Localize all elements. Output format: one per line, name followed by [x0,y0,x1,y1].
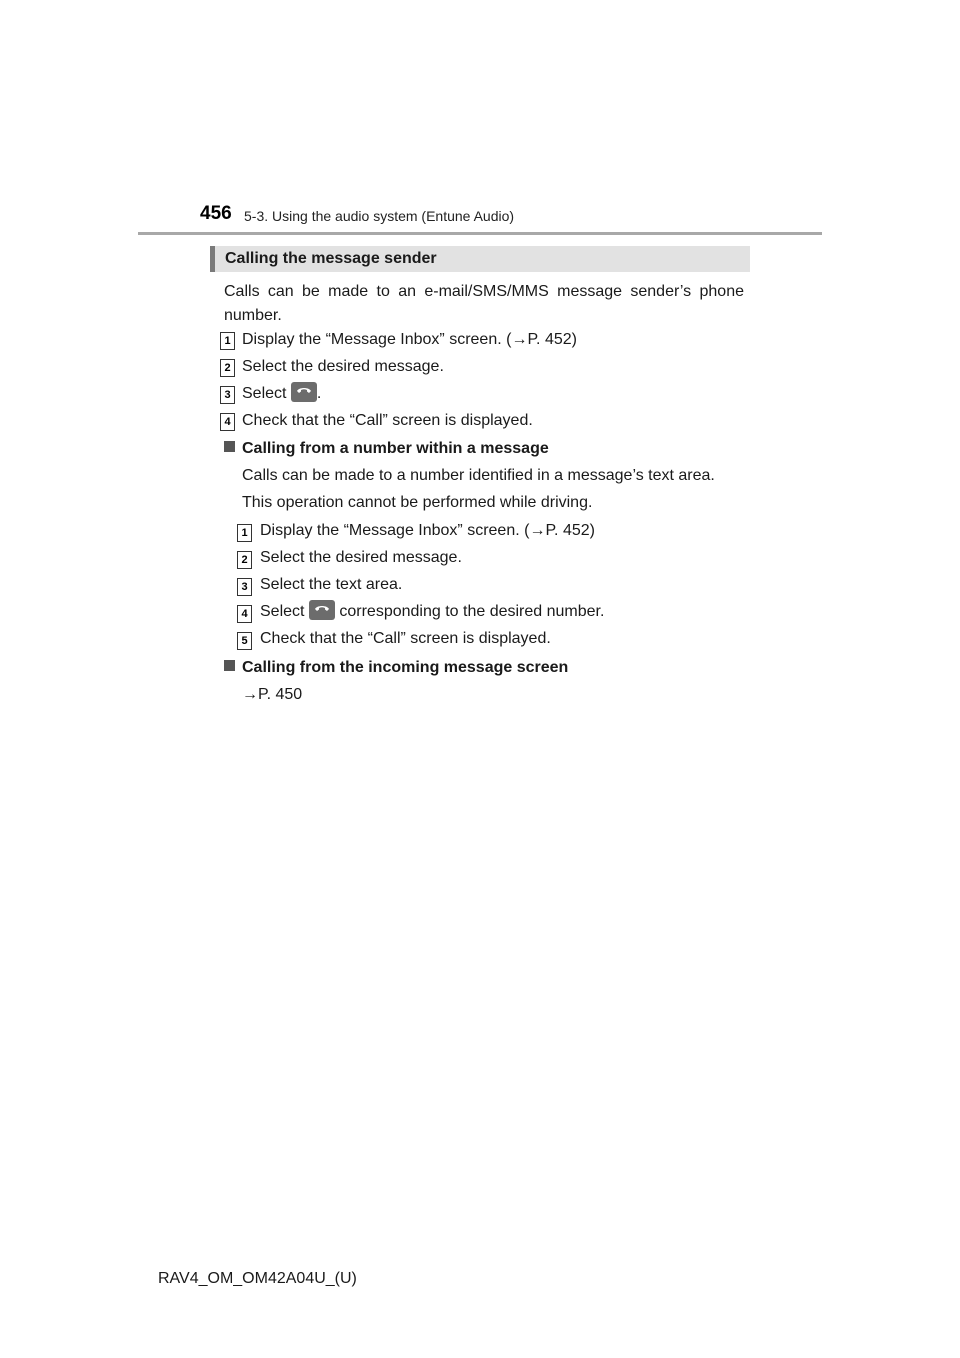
step-3-text-after: . [316,385,322,402]
chapter-title: 5-3. Using the audio system (Entune Audio) [244,208,515,224]
section-title-bar [210,246,750,272]
phone-call-icon [291,382,317,402]
sub-step-number-5: 5 [237,632,252,650]
sub-step-4-text-after: corresponding to the desired number. [339,603,605,620]
step-number-1: 1 [220,332,235,350]
step-text-2: Select the desired message. [242,358,444,375]
step-number-3: 3 [220,386,235,404]
subsection-1-heading [224,437,549,461]
sub-step-text-3: Select the text area. [260,576,403,593]
step-3-text-before: Select [242,385,287,402]
sub-step-number-4: 4 [237,605,252,623]
step-text-1: Display the “Message Inbox” screen. (→P. 452) [242,331,577,348]
header-rule [138,232,822,235]
sub-step-number-1: 1 [237,524,252,542]
sub-step-number-3: 3 [237,578,252,596]
sub-step-4-text-before: Select [260,603,305,620]
subsection-2-reference: →P. 450 [242,686,303,703]
subsection-1-title: Calling from a number within a message [242,440,549,457]
section-intro: Calls can be made to an e-mail/SMS/MMS message sender’s phone number. [224,283,744,324]
square-bullet-icon [224,441,235,452]
step-number-2: 2 [220,359,235,377]
subsection-2-heading [224,656,568,680]
square-bullet-icon [224,660,235,671]
subsection-1-line-2: This operation cannot be performed while driving. [242,494,593,511]
section-title: Calling the message sender [225,250,437,267]
subsection-1-line-1: Calls can be made to a number identified in a message’s text area. [242,467,715,484]
document-code: RAV4_OM_OM42A04U_(U) [158,1270,357,1287]
sub-step-text-4 [260,600,604,624]
sub-step-text-2: Select the desired message. [260,549,462,566]
subsection-2-title: Calling from the incoming message screen [242,659,569,676]
phone-call-icon [309,600,335,620]
sub-step-number-2: 2 [237,551,252,569]
sub-step-text-5: Check that the “Call” screen is displayed. [260,630,551,647]
step-text-4: Check that the “Call” screen is displayed. [242,412,533,429]
step-text-3 [242,382,321,406]
sub-step-text-1: Display the “Message Inbox” screen. (→P. 452) [260,522,595,539]
page-number: 456 [200,203,232,224]
step-number-4: 4 [220,413,235,431]
